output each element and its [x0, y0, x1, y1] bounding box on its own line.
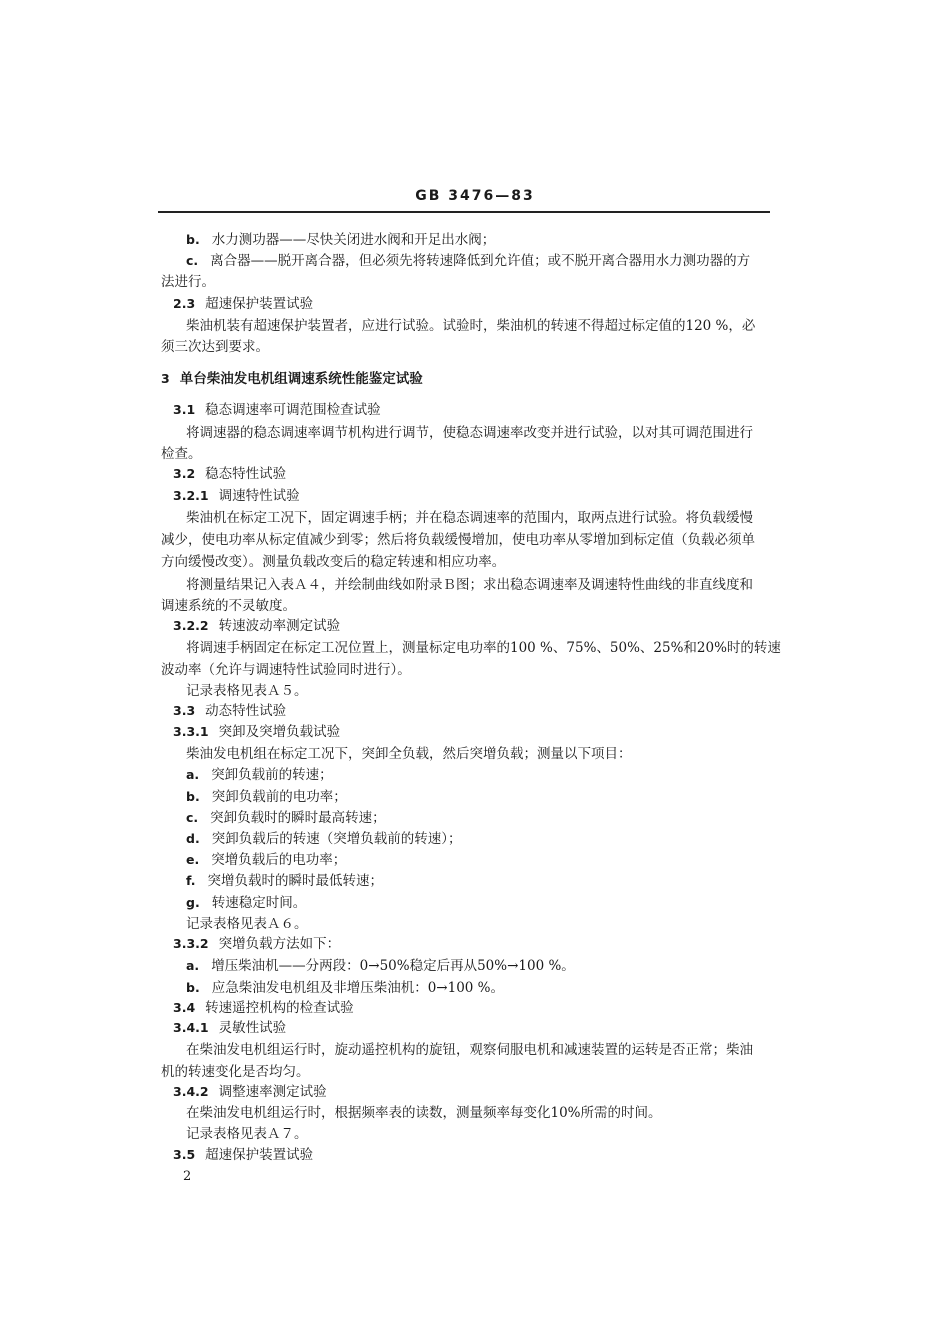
paragraph-line: 记录表格见表Ａ６。 — [186, 916, 308, 932]
section-heading — [173, 701, 286, 721]
item-label: f. — [186, 873, 196, 888]
paragraph-line: 柴油机装有超速保护装置者，应进行试验。试验时，柴油机的转速不得超过标定值的120 %，必 — [186, 318, 756, 334]
section-number: 3.2.1 — [173, 488, 209, 503]
item-text: 突卸负载时的瞬时最高转速； — [210, 810, 386, 826]
item-label: e. — [186, 852, 200, 867]
list-item — [186, 808, 386, 828]
paragraph-line: 在柴油发电机组运行时，根据频率表的读数，测量频率每变化10%所需的时间。 — [186, 1105, 662, 1121]
paragraph-line: 检查。 — [161, 446, 202, 462]
item-text: 应急柴油发电机组及非增压柴油机：0→100 %。 — [211, 980, 504, 996]
section-title: 超速保护装置试验 — [205, 296, 314, 312]
item-text: 突卸负载后的转速（突增负载前的转速）； — [211, 831, 462, 847]
section-title: 灵敏性试验 — [218, 1020, 287, 1036]
paragraph-line: 调速系统的不灵敏度。 — [161, 598, 296, 614]
section-heading — [173, 486, 300, 506]
list-item — [186, 829, 461, 849]
section-heading — [173, 1018, 286, 1038]
section-heading — [173, 722, 340, 742]
item-label: b. — [186, 980, 200, 995]
header-rule — [158, 211, 770, 213]
section-number: 3.4.2 — [173, 1084, 209, 1099]
section-heading — [173, 998, 354, 1018]
section-title: 转速遥控机构的检查试验 — [205, 1000, 354, 1016]
paragraph-line: 柴油发电机组在标定工况下，突卸全负载，然后突增负载；测量以下项目： — [186, 746, 632, 762]
section-heading — [173, 294, 313, 314]
section-heading — [173, 616, 340, 636]
section-number: 2.3 — [173, 296, 196, 311]
item-label: g. — [186, 895, 200, 910]
section-title: 转速波动率测定试验 — [218, 618, 341, 634]
section-title: 突增负载方法如下： — [218, 936, 341, 952]
section-number: 3.4.1 — [173, 1020, 209, 1035]
list-item — [186, 230, 495, 250]
item-text: 突增负载时的瞬时最低转速； — [207, 873, 384, 889]
paragraph-line: 将调速器的稳态调速率调节机构进行调节，使稳态调速率改变并进行试验，以对其可调范围进行 — [186, 425, 753, 441]
item-text: 转速稳定时间。 — [211, 895, 307, 911]
section-number: 3.2 — [173, 466, 196, 481]
section-title: 调整速率测定试验 — [218, 1084, 327, 1100]
chapter-heading — [161, 369, 423, 389]
page-number: 2 — [183, 1169, 192, 1184]
section-number: 3.2.2 — [173, 618, 209, 633]
item-text: 突增负载后的电功率； — [211, 852, 347, 868]
section-heading — [173, 934, 340, 954]
item-text: 增压柴油机——分两段：0→50%稳定后再从50%→100 %。 — [211, 958, 575, 974]
paragraph-line: 法进行。 — [161, 274, 215, 290]
section-title: 稳态调速率可调范围检查试验 — [205, 402, 381, 418]
section-title: 单台柴油发电机组调速系统性能鉴定试验 — [179, 371, 423, 387]
paragraph-line: 柴油机在标定工况下，固定调速手柄；并在稳态调速率的范围内，取两点进行试验。将负载缓慢 — [186, 510, 753, 526]
list-item — [186, 850, 346, 870]
item-text: 突卸负载前的转速； — [211, 767, 333, 783]
section-number: 3.5 — [173, 1147, 196, 1162]
document-header: GB 3476—83 — [415, 188, 535, 204]
section-heading — [173, 400, 381, 420]
list-item — [186, 978, 504, 998]
paragraph-line: 方向缓慢改变）。测量负载改变后的稳定转速和相应功率。 — [161, 554, 506, 570]
list-item — [186, 893, 306, 913]
item-label: a. — [186, 958, 200, 973]
paragraph-line: 记录表格见表Ａ７。 — [186, 1126, 308, 1142]
paragraph-line: 记录表格见表Ａ５。 — [186, 683, 308, 699]
list-item — [186, 956, 575, 976]
item-label: c. — [186, 253, 199, 268]
list-item — [186, 787, 347, 807]
list-item — [186, 871, 383, 891]
paragraph-line: 在柴油发电机组运行时，旋动遥控机构的旋钮，观察伺服电机和减速装置的运转是否正常；柴油 — [186, 1042, 753, 1058]
item-label: b. — [186, 232, 200, 247]
section-number: 3.3 — [173, 703, 196, 718]
section-heading — [173, 464, 286, 484]
item-text: 突卸负载前的电功率； — [211, 789, 347, 805]
section-title: 突卸及突增负载试验 — [218, 724, 341, 740]
item-label: c. — [186, 810, 199, 825]
item-label: a. — [186, 767, 200, 782]
paragraph-line: 将测量结果记入表Ａ４，并绘制曲线如附录Ｂ图；求出稳态调速率及调速特性曲线的非直线度和 — [186, 577, 753, 593]
section-number: 3.1 — [173, 402, 196, 417]
item-label: d. — [186, 831, 200, 846]
section-heading — [173, 1082, 327, 1102]
section-number: 3.3.2 — [173, 936, 209, 951]
item-label: b. — [186, 789, 200, 804]
section-title: 调速特性试验 — [218, 488, 300, 504]
section-title: 超速保护装置试验 — [205, 1147, 314, 1163]
paragraph-line: 波动率（允许与调速特性试验同时进行）。 — [161, 662, 411, 678]
paragraph-line: 减少，使电功率从标定值减少到零；然后将负载缓慢增加，使电功率从零增加到标定值（负载必须单 — [161, 532, 755, 548]
section-title: 动态特性试验 — [205, 703, 287, 719]
paragraph-line: 须三次达到要求。 — [161, 339, 269, 355]
section-number: 3.3.1 — [173, 724, 209, 739]
item-text: 离合器——脱开离合器，但必须先将转速降低到允许值；或不脱开离合器用水力测功器的方 — [210, 253, 751, 269]
list-item — [186, 251, 750, 271]
section-number: 3 — [161, 371, 170, 386]
section-title: 稳态特性试验 — [205, 466, 287, 482]
paragraph-line: 机的转速变化是否均匀。 — [161, 1064, 310, 1080]
item-text: 水力测功器——尽快关闭进水阀和开足出水阀； — [211, 232, 496, 248]
section-heading — [173, 1145, 313, 1165]
list-item — [186, 765, 333, 785]
section-number: 3.4 — [173, 1000, 196, 1015]
paragraph-line: 将调速手柄固定在标定工况位置上，测量标定电功率的100 %、75%、50%、25%和20%时的转速 — [186, 640, 781, 656]
